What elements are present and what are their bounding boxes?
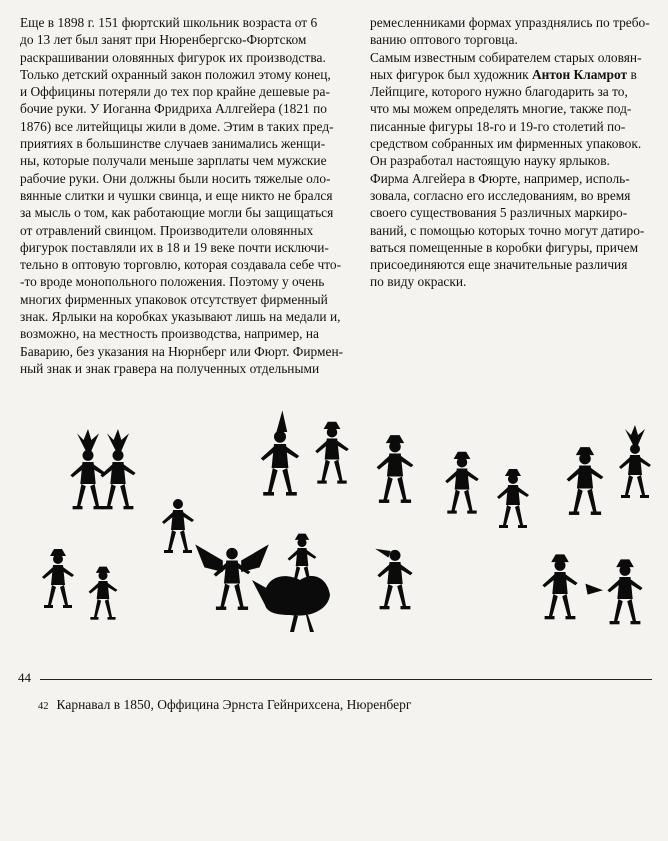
text-line: знак. Ярлыки на коробках указывают лишь на медали и, [20,309,341,325]
figure-creature [375,549,412,610]
text-line: своего существования 5 различных маркиро- [370,205,628,221]
text-line: бочие руки. У Иоганна Фридриха Аллгейера (1821 по [20,101,327,117]
text-line: зовала, согласно его исследованиям, во время [370,187,631,203]
figure-acrobat [162,499,194,553]
text-line: Лейпциге, которого нужно благодарить за то, [370,84,628,100]
figure-caption [38,697,411,713]
text-line: и Оффицины потеряли до тех пор крайне дешевые ра- [20,84,330,100]
figure-masker-2 [497,469,529,528]
text-line: ваний, с помощью которых точно могут датиро- [370,222,645,238]
divider-rule [40,679,652,680]
text-line: ваться помещенные в коробки фигуры, причем [370,239,639,255]
figure-club-bearer [567,447,604,515]
text-line: по виду окраски. [370,274,467,290]
text-line: Самым известным собирателем старых оловян- [370,49,642,65]
figure-flag-bearer [542,554,577,619]
left-text-column [20,14,356,377]
text-line: Баварию, без указания на Нюрнберг или Фюрт. Фирмен- [20,343,344,359]
text-line: писанные фигуры 18-го и 19-го столетий по- [370,118,626,134]
figures-illustration [0,400,668,660]
text-line: присоединяются еще значительные различия [370,257,628,273]
text-line: за мысль о том, как работающие могли бы защищаться [20,205,334,221]
figure-drummer [619,425,651,498]
text-line: Фирма Алгейера в Фюрте, например, исполь- [370,170,630,186]
page-number: 44 [18,670,31,685]
figure-masker-1 [445,452,479,514]
text-line: ны, которые получали меньше зарплаты чем мужские [20,153,327,169]
figure-harlequin [315,422,349,484]
right-text-column [370,14,662,291]
text-line: что мы можем определять многие, также под- [370,101,632,117]
text-line: рабочие руки. Они должны были носить тяжелые оло- [20,170,331,186]
figure-knight [42,549,74,608]
text-line: ремесленниками формах упразднялись по требо- [370,15,650,30]
text-line: до 13 лет был занят при Нюренбергско-Фюртском [20,32,307,48]
text-line: Только детский охранный закон положил этому конец, [20,66,331,82]
caption-text: Карнавал в 1850, Оффицина Эрнста Гейнрихсена, Нюренберг [56,697,412,712]
text-line: вянные слитки и чушки свинца, и еще никто не брался [20,187,333,203]
text-line: фигурок поставляли их в 18 и 19 веке почти исключи- [20,239,329,255]
figure-jester [261,410,299,495]
text-line: ных фигурок был художник Антон Кламрот в [370,66,637,82]
figure-child [89,567,118,620]
figure-dancer-1 [70,429,105,509]
caption-number: 42 [38,701,49,712]
text-line: Еще в 1898 г. 151 фюртский школьник возраста от 6 [20,15,318,30]
artist-name: Антон Кламрот [531,66,628,82]
text-line: тельно в оптовую торговлю, которая создавала себе что- [20,257,342,273]
text-line: 1876) все литейщицы жили в доме. Этим в таких пред- [20,118,334,134]
text-line: приятиях в большинстве случаев занимались женщи- [20,136,326,152]
text-line: средством собранных им фирменных упаковок. [370,136,642,152]
figure-musician [377,435,414,503]
text-line: -то вроде монопольного положения. Поэтому у очень [20,274,325,290]
figure-dancer-2 [100,429,135,509]
figure-trumpeter [585,559,642,624]
text-line: от отравлений свинцом. Производители оловянных [20,222,314,238]
text-line: Он разработал настоящую науку ярлыков. [370,153,610,169]
text-line: ванию оптового торговца. [370,32,518,48]
text-line: возможно, на местность производства, например, на [20,326,319,342]
text-line: ный знак и знак гравера на полученных отдельными [20,360,320,376]
text-line: раскрашивании оловянных фигурок их производства. [20,49,326,65]
figure-devil [195,544,269,610]
text-line: многих фирменных упаковок отсутствует фирменный [20,291,328,307]
